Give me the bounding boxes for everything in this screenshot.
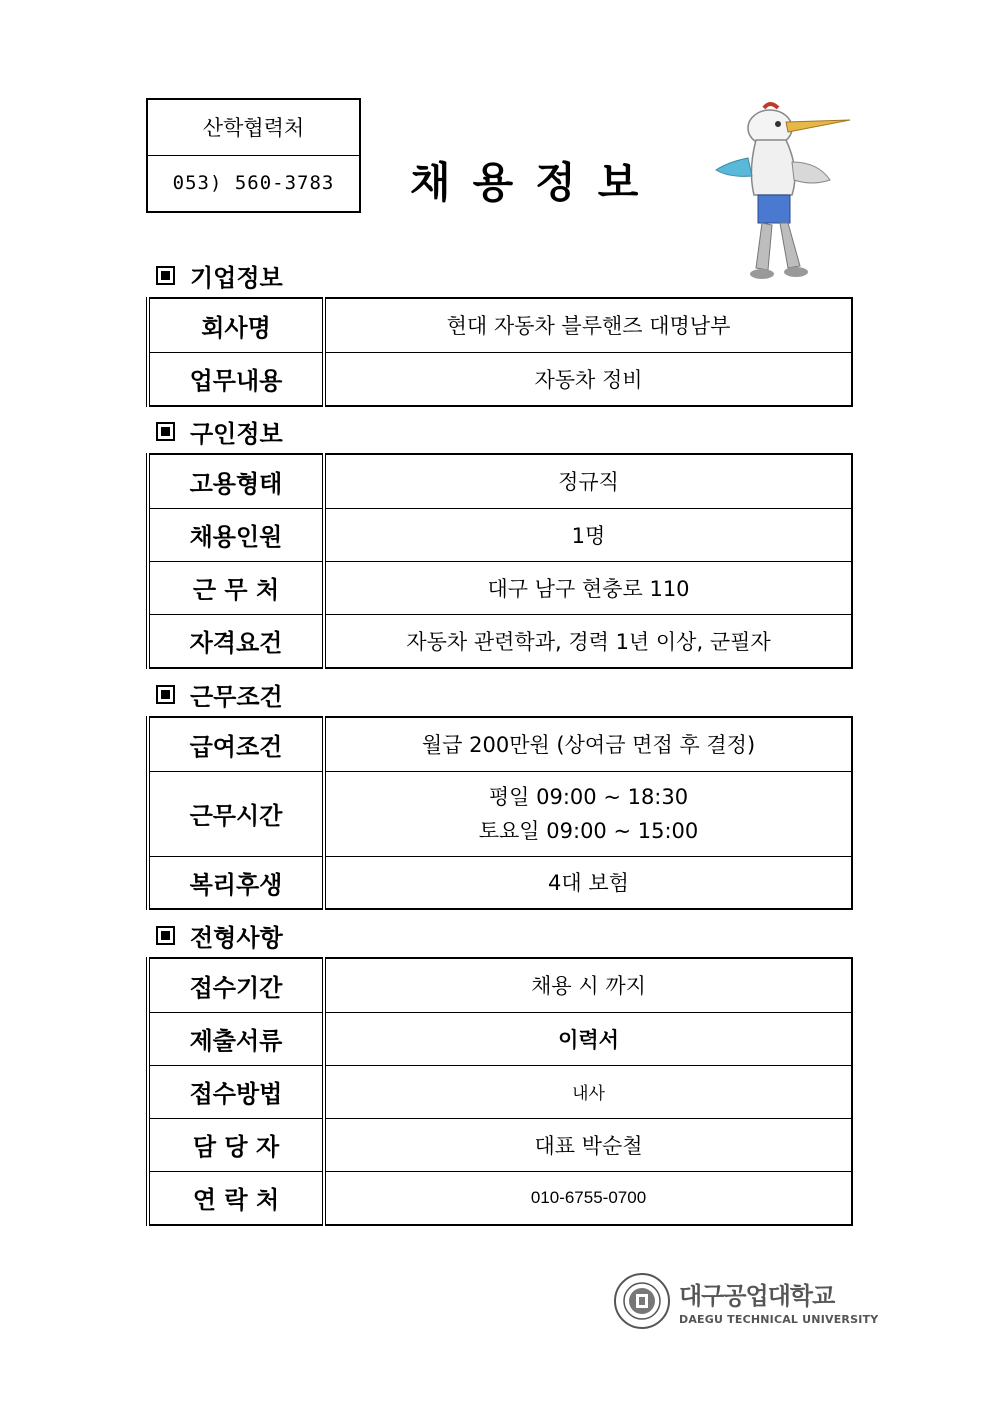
row-value: 이력서 [324,1012,852,1065]
university-logo [613,1272,878,1330]
section-heading-recruit [156,414,283,449]
weekday-hours: 평일 09:00 ~ 18:30 [488,784,689,809]
section-heading-label: 근무조건 [190,683,283,711]
table-row [148,454,852,508]
row-value: 정규직 [324,454,852,508]
table-row [148,1012,852,1065]
section-heading-label: 기업정보 [190,264,283,292]
partner-label: 산학협력처 [148,100,359,156]
row-label: 연 락 처 [148,1171,324,1225]
table-row [148,771,852,856]
table-row [148,1065,852,1118]
saturday-hours: 토요일 09:00 ~ 15:00 [478,818,699,843]
row-value: 대구 남구 현충로 110 [324,561,852,614]
row-value: 자동차 관련학과, 경력 1년 이상, 군필자 [324,614,852,668]
table-row [148,298,852,352]
row-label: 근 무 처 [148,561,324,614]
row-value: 채용 시 까지 [324,958,852,1012]
row-value-hours [324,771,852,856]
row-label: 채용인원 [148,508,324,561]
section-heading-conditions [156,677,283,712]
row-value: 1명 [324,508,852,561]
square-bullet-icon [156,266,175,285]
row-value: 월급 200만원 (상여금 면접 후 결정) [324,717,852,771]
university-emblem-icon [613,1272,671,1330]
table-row [148,717,852,771]
process-info-table [146,957,853,1226]
partner-phone: 053) 560-3783 [172,172,335,195]
row-label: 담 당 자 [148,1118,324,1171]
row-label: 복리후생 [148,856,324,909]
section-heading-process [156,918,283,953]
page-title: 채용정보 [410,158,661,207]
table-row [148,614,852,668]
table-row [148,1171,852,1225]
row-label: 자격요건 [148,614,324,668]
square-bullet-icon [156,685,175,704]
section-heading-label: 구인정보 [190,420,283,448]
university-name-ko: 대구공업대학교 [679,1282,835,1310]
row-label: 접수기간 [148,958,324,1012]
row-value: 현대 자동차 블루핸즈 대명남부 [324,298,852,352]
partner-contact-box [146,98,361,213]
square-bullet-icon [156,422,175,441]
crane-mascot-icon [708,100,858,290]
university-name-en: DAEGU TECHNICAL UNIVERSITY [679,1313,879,1326]
table-row [148,561,852,614]
table-row [148,352,852,406]
row-label: 회사명 [148,298,324,352]
table-row [148,508,852,561]
row-value: 자동차 정비 [324,352,852,406]
row-label: 근무시간 [148,771,324,856]
row-value: 4대 보험 [324,856,852,909]
conditions-info-table [146,716,853,910]
recruit-info-table [146,453,853,669]
row-label: 업무내용 [148,352,324,406]
table-row [148,856,852,909]
section-heading-label: 전형사항 [190,924,283,952]
square-bullet-icon [156,926,175,945]
row-value: 010-6755-0700 [324,1171,852,1225]
row-label: 고용형태 [148,454,324,508]
row-label: 제출서류 [148,1012,324,1065]
table-row [148,1118,852,1171]
row-value: 내사 [324,1065,852,1118]
row-label: 접수방법 [148,1065,324,1118]
row-value: 대표 박순철 [324,1118,852,1171]
row-label: 급여조건 [148,717,324,771]
company-info-table [146,297,853,407]
section-heading-company [156,258,283,293]
table-row [148,958,852,1012]
